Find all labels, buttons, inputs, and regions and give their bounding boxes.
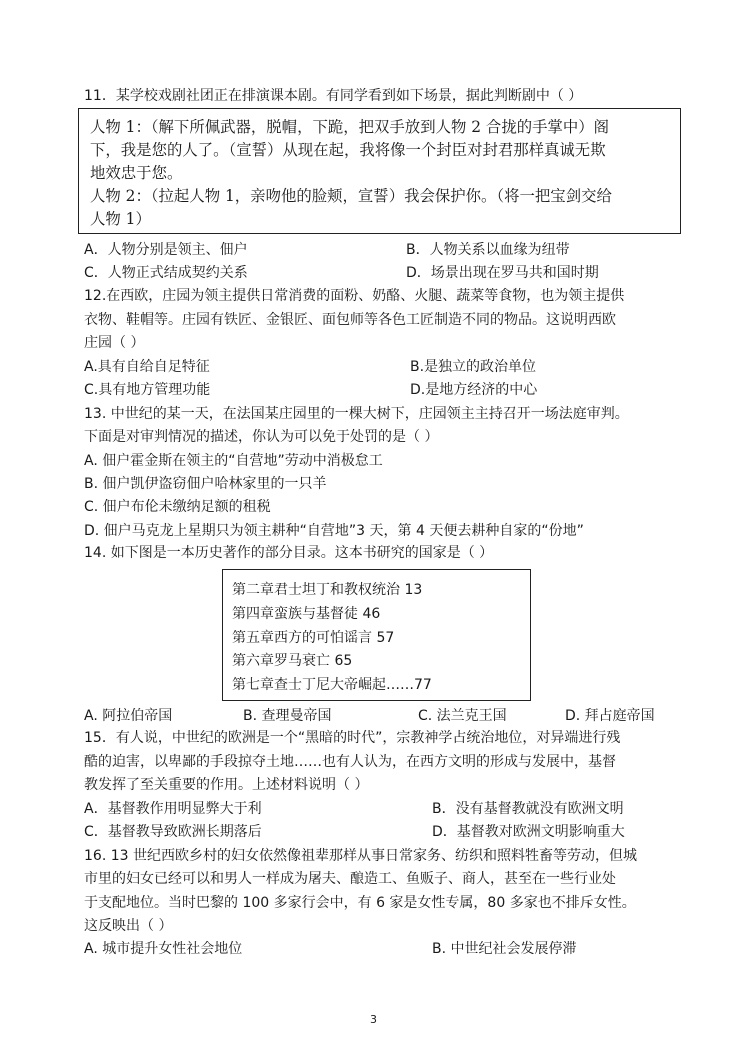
q14-option-a: A. 阿拉伯帝国 [84, 708, 173, 724]
q15-option-c: C．基督教导致欧洲长期落后 [84, 824, 262, 840]
scene-line: 人物 2：（拉起人物 1，亲吻他的脸颊，宣誓）我会保护你。（将一把宝剑交给 [90, 187, 612, 205]
q15-option-d: D．基督教对欧洲文明影响重大 [432, 824, 625, 840]
q14-option-d: D. 拜占庭帝国 [565, 708, 655, 724]
toc-entry: 第四章蛮族与基督徒 46 [232, 606, 381, 622]
q14-option-c: C. 法兰克王国 [418, 708, 507, 724]
scene-line: 人物 1：（解下所佩武器，脱帽，下跪，把双手放到人物 2 合拢的手掌中）阁 [90, 118, 610, 136]
question-12-stem: 庄园（ ） [84, 335, 145, 351]
q15-option-a: A．基督教作用明显弊大于利 [84, 801, 262, 817]
q11-option-c: C．人物正式结成契约关系 [84, 265, 248, 281]
toc-entry: 第二章君士坦丁和教权统治 13 [232, 582, 423, 598]
page-number: 3 [370, 1013, 377, 1026]
question-14-stem: 14. 如下图是一本历史著作的部分目录。这本书研究的国家是（ ） [84, 545, 494, 561]
q13-option-d: D. 佃户马克龙上星期只为领主耕种“自营地”3 天，第 4 天便去耕种自家的“份地” [84, 523, 584, 539]
question-13-stem: 下面是对审判情况的描述，你认为可以免于处罚的是（ ） [84, 429, 439, 445]
q11-option-b: B．人物关系以血缘为纽带 [406, 242, 570, 258]
question-15-stem: 教发挥了至关重要的作用。上述材料说明（ ） [84, 777, 369, 793]
question-16-stem: 这反映出（ ） [84, 918, 173, 934]
q13-option-c: C. 佃户布伦未缴纳足额的租税 [84, 499, 271, 515]
q12-option-d: D.是地方经济的中心 [410, 382, 538, 398]
q12-option-c: C.具有地方管理功能 [84, 382, 211, 398]
question-13-stem: 13. 中世纪的某一天，在法国某庄园里的一棵大树下，庄园领主主持召开一场法庭审判。 [84, 406, 629, 422]
question-15-stem: 15．有人说，中世纪的欧洲是一个“黑暗的时代”，宗教神学占统治地位，对异端进行残 [84, 730, 621, 746]
q12-option-a: A.具有自给自足特征 [84, 359, 210, 375]
toc-entry: 第五章西方的可怕谣言 57 [232, 630, 395, 646]
toc-entry: 第六章罗马衰亡 65 [232, 653, 353, 669]
question-16-stem: 市里的妇女已经可以和男人一样成为屠夫、酿造工、鱼贩子、商人，甚至在一些行业处 [84, 871, 616, 887]
question-12-stem: 12.在西欧，庄园为领主提供日常消费的面粉、奶酪、火腿、蔬菜等食物，也为领主提供 [84, 288, 625, 304]
q12-option-b: B.是独立的政治单位 [410, 359, 537, 375]
question-16-stem: 16. 13 世纪西欧乡村的妇女依然像祖辈那样从事日常家务、纺织和照料牲畜等劳动，但城 [84, 848, 637, 864]
question-16-stem: 于支配地位。当时巴黎的 100 多家行会中，有 6 家是女性专属，80 多家也不排斥女性。 [84, 895, 636, 911]
q11-option-a: A．人物分别是领主、佃户 [84, 242, 248, 258]
q13-option-a: A. 佃户霍金斯在领主的“自营地”劳动中消极怠工 [84, 453, 383, 469]
q11-option-d: D．场景出现在罗马共和国时期 [406, 265, 599, 281]
q16-option-b: B. 中世纪社会发展停滞 [432, 941, 577, 957]
q15-option-b: B．没有基督教就没有欧洲文明 [432, 801, 624, 817]
scene-line: 人物 1） [90, 210, 151, 228]
toc-entry: 第七章查士丁尼大帝崛起……77 [232, 677, 432, 693]
q16-option-a: A. 城市提升女性社会地位 [84, 941, 243, 957]
q13-option-b: B. 佃户凯伊盗窃佃户哈林家里的一只羊 [84, 476, 327, 492]
scene-line: 地效忠于您。 [90, 164, 183, 182]
question-15-stem: 酷的迫害，以卑鄙的手段掠夺土地……也有人认为，在西方文明的形成与发展中，基督 [84, 754, 616, 770]
scene-line: 下，我是您的人了。（宣誓）从现在起，我将像一个封臣对封君那样真诚无欺 [90, 141, 606, 159]
question-12-stem: 衣物、鞋帽等。庄园有铁匠、金银匠、面包师等各色工匠制造不同的物品。这说明西欧 [84, 312, 616, 328]
question-11-stem: 11．某学校戏剧社团正在排演课本剧。有同学看到如下场景，据此判断剧中（ ） [84, 88, 583, 104]
q14-option-b: B. 查理曼帝国 [243, 708, 332, 724]
